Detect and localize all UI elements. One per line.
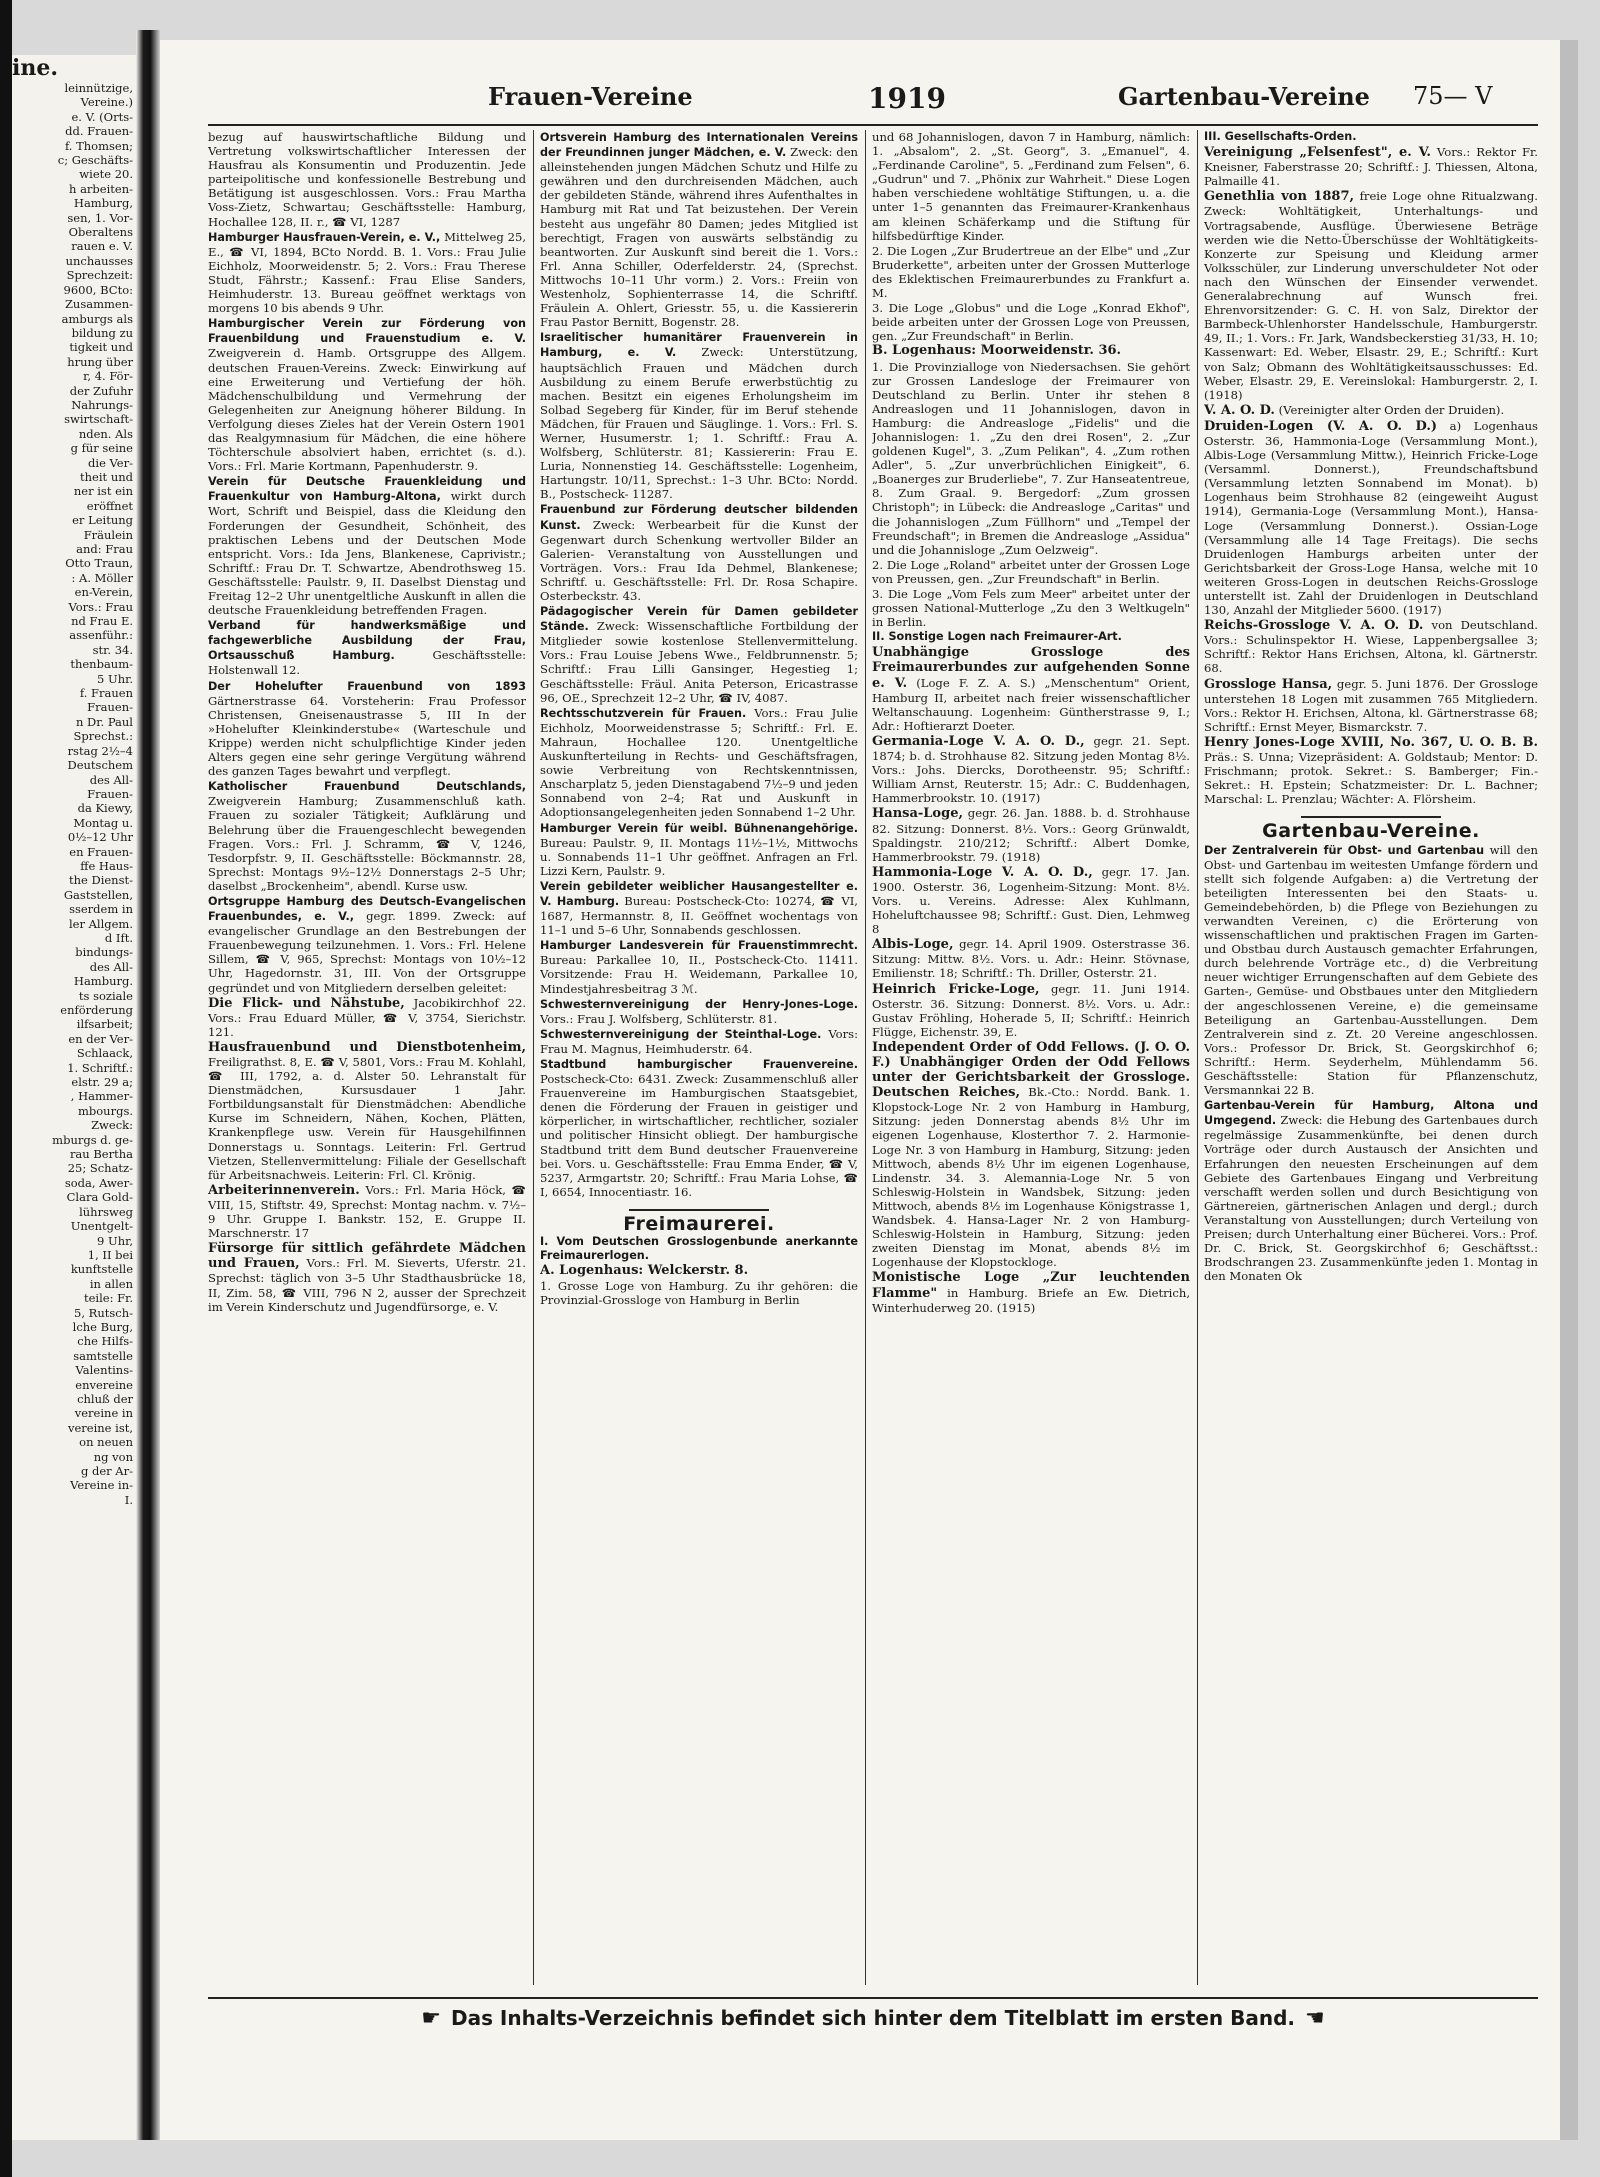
left-fragment-line: ilfsarbeit; [76, 1017, 133, 1032]
left-fragment-line: g der Ar- [80, 1464, 133, 1478]
entry-body: Mittelweg 25, E., ☎ VI, 1894, BCto Nordd. B. 1. Vors.: Frau Julie Eichholz, Moorweidenstr. 5; 2. Vors.: Frau Therese Studt, Fährstr.; Kassenf.: Frau Elise Sanders, Heimhuderstr. 13. Bureau geöffnet werktags von morgens 10 bis abends 9 Uhr. [208, 229, 526, 316]
left-fragment-line: Montag u. [73, 815, 133, 830]
entry-title: Grossloge Hansa, [1204, 676, 1333, 692]
section-heading-freimaurerei: Freimaurerei. [623, 1212, 775, 1235]
entry-body: will den Obst- und Gartenbau im weitesten Umfange fördern und stellt sich folgende Aufgaben: a) die Vertretung der beteiligten Interessenten bei den Staats- u. Gemeindebehörden, b) die Pflege von Beziehungen zu verwandten Vereinen, c) die Erörterung von wissenschaftlichen und praktischen Fragen im Garten- und Obstbau durch Austausch gemachter Erfahrungen, durch belehrende Vorträge etc., d) die Verbreitung neuer wichtiger Errungenschaften auf dem Gebiete des Garten-, Gemüse- und Obstbaues unter den Mitgliedern der angeschlossenen Vereine, e) die gemeinsame Beteiligung an Gartenbau-Ausstellungen. Dem Zentralverein sind z. Zt. 20 Vereine angeschlossen. Vors.: Professor Dr. Brick, St. Georgskirchhof 6; Schriftf.: Herm. Seyderhelm, Mühlendamm 56. Geschäftsstelle: Station für Pflanzenschutz, Versmannkai 22 B. [1204, 842, 1538, 1098]
left-fragment-line: nden. Als [78, 426, 133, 441]
entry-body: gegr. 21. Sept. 1874; b. d. Strohhause 82. Sitzung jeden Montag 8½. Vors.: Johs. Diercks, Dorotheenstr. 95; Schriftf.: William Arnst, Reuterstr. 15; Adr.: C. Buddenhagen, Hammerbrookstr. 10. (1917) [872, 733, 1190, 806]
col4-entry [1204, 843, 1538, 1098]
col3-entry [872, 865, 1190, 936]
col1-entry [208, 230, 526, 316]
left-fragment-line: Deutschem [67, 758, 133, 773]
col2-entry [540, 997, 858, 1026]
page-shadow [1560, 40, 1578, 2140]
left-fragment-line: theit und [80, 469, 133, 484]
left-fragment-line: des All- [89, 959, 133, 974]
left-fragment-line: ffe Haus- [80, 858, 133, 873]
left-fragment-line: g für seine [70, 441, 133, 456]
left-fragment-line: en der Ver- [68, 1031, 133, 1046]
left-fragment-line: vereine in [74, 1406, 133, 1421]
entry-body: gegr. 26. Jan. 1888. b. d. Strohhause 82. Sitzung: Donnerst. 8½. Vors.: Georg Grünwaldt, Spaldingstr. 210/212; Schriftf.: Albert Domke, Hammerbrookstr. 79. (1918) [872, 806, 1190, 864]
col4-entry [1204, 618, 1538, 675]
col4-entry [1204, 419, 1538, 617]
left-fragment-line: , Hammer- [70, 1089, 133, 1104]
left-fragment-line: 0½–12 Uhr [67, 830, 133, 845]
left-fragment-line: bindungs- [75, 945, 133, 960]
entry-body: Bk.-Cto.: Nordd. Bank. 1. Klopstock-Loge Nr. 2 von Hamburg in Hamburg, Sitzung: jeden Donnerstag abends 8½ Uhr im eigenen Logenhause, Klosterthor 7. 2. Harmonie-Loge Nr. 3 von Hamburg in Hamburg, Sitzung: jeden Mittwoch, abends 8½ Uhr im eigenen Logenhause, Lindenstr. 34. 3. Alemannia-Loge Nr. 5 von Schleswig-Holstein in Wandsbek, Sitzung: jeden Mittwoch, abends 8½ im Logenhause Königstrasse 1, Wandsbek. 4. Hansa-Lager Nr. 2 von Hamburg-Schleswig-Holstein in Hamburg, Sitzung: jeden zweiten Dienstag im Monat, abends 8½ im Logenhause der Klopstockloge. [872, 1085, 1190, 1270]
left-fragment-line: des All- [89, 772, 133, 787]
col2-entry [540, 130, 858, 329]
left-fragment-line: envereine [75, 1377, 133, 1392]
left-fragment-line: Sprechzeit: [66, 268, 133, 283]
column-3 [872, 130, 1190, 2000]
entry-body: Zweck: den alleinstehenden jungen Mädchen Schutz und Hilfe zu gewähren und den durchreisenden Mädchen, auch der gebildeten Stände, während ihres Aufenthaltes in Hamburg mit Rat und Tat beizustehen. Der Verein besteht aus ungefähr 80 Damen; jedes Mitglied ist berechtigt, Fragen von auswärts selbständig zu beantworten. Zur Auskunft sind bereit die 1. Vors.: Frl. Anna Schiller, Oderfelderstr. 24, (Sprechst. Mittwochs 10–11 Uhr vorm.) 2. Vors.: Freiin von Westenholz, Sophienterrasse 14, die Schriftf. Fräulein A. Ohlert, Griesstr. 55, u. die Kassiererin Frau Pastor Bernitt, Bogenstr. 28. [540, 145, 858, 330]
left-fragment-line: Vereine.) [80, 95, 133, 110]
col2-entry [540, 879, 858, 937]
entry-title: Monistische Loge „Zur leuchtenden Flamme" [872, 1270, 1190, 1301]
col3-paragraph: 1. Die Provinzialloge von Niedersachsen. Sie gehört zur Grossen Landesloge der Freimaurer von Deutschland zu Berlin. Unter ihr stehen 8 Andreaslogen und 11 Johannislogen, davon in Hamburg: die Andreasloge „Fidelis" und die Johannislogen: 1. „Zu den drei Rosen", 2. „Zur goldenen Kugel", 3. „Zum Pelikan", 4. „Zum rothen Adler", 5. „Zur unverbrüchlichen Einigkeit", 6. „Boanerges zur Bruderliebe", 7. Zur Hanseatentreue, 8. Zum Graal. 9. Bergedorf: „Zum grossen Christoph"; in Lübeck: die Andreasloge „Caritas" und die Johannislogen „Zum Füllhorn" und „Tempel der Freundschaft"; in Bremen die Andreasloge „Assidua" und die Johannisloge „Zum Oelzweig". [872, 359, 1190, 557]
col4-entry [1204, 677, 1538, 734]
section-rule [1301, 816, 1441, 818]
left-fragment-line: the Dienst- [68, 873, 133, 888]
left-fragment-line: rau Bertha [69, 1147, 133, 1162]
left-fragment-line: samtstelle [73, 1348, 133, 1363]
entry-title: Vereinigung „Felsenfest", e. V. [1204, 145, 1431, 161]
left-fragment-line: n Dr. Paul [76, 714, 133, 729]
col2-entry [540, 1057, 858, 1199]
entry-body: Bureau: Paulstr. 9, II. Montags 11½–1½, Mittwochs u. Sonnabends 11–1 Uhr geöffnet. Anfragen an Frl. Lizzi Kern, Paulstr. 9. [540, 835, 858, 878]
subsection-heading: A. Logenhaus: Welckerstr. 8. [540, 1263, 749, 1279]
entry-title: Heinrich Fricke-Loge, [872, 981, 1040, 997]
left-fragment-line: r, 4. För- [83, 369, 133, 384]
subsection-heading: I. Vom Deutschen Grosslogenbunde anerkannte Freimaurerlogen. [540, 1235, 858, 1263]
entry-body: wirkt durch Wort, Schrift und Beispiel, dass die Kleidung den Forderungen der Gesundheit, Schönheit, des praktischen Lebens und der Deutschen Mode entspricht. Vors.: Ida Jens, Blankenese, Caprivistr.; Schriftf.: Frau Dr. T. Schwartze, Abendrothsweg 15. Geschäftsstelle: Paulstr. 9, II. Daselbst Dienstag und Freitag 12–2 Uhr unentgeltliche Auskunft in allen die deutsche Frauenkleidung betreffenden Fragen. [208, 489, 526, 618]
entry-body: Freiligrathst. 8, E. ☎ V, 5801, Vors.: Frau M. Kohlahl, ☎ III, 1792, a. d. Alster 50. Lehranstalt für Dienstmädchen, Kursusdauer 1 Jahr. Fortbildungsanstalt für Dienstmädchen: Abendliche Kurse im Schneidern, Nähen, Kochen, Plätten, Krankenpflege usw. Verein für Hausgehilfinnen Donnerstags u. Sonntags. Leiterin: Frl. Gertrud Vietzen, Stellenvermittelung: Filiale der Gesellschaft für Arbeitsnachweis. Leiterin: Frl. Cl. Krönig. [208, 1055, 526, 1182]
entry-body: Zweck: Unterstützung, hauptsächlich Frauen und Mädchen durch Ausbildung zu einem Berufe erwerbstüchtig zu machen. Besitzt ein eigenes Erholungsheim im Solbad Segeberg für Kinder, für im Beruf stehende Mädchen, für Frauen und Säuglinge. 1. Vors.: Frl. S. Werner, Husumerstr. 1; 1. Schriftf.: Frau A. Wolfsberg, Schlüterstr. 81; Kassiererin: Frau E. Luria, Nonnenstieg 14. Geschäftsstelle: Logenheim, Hartungstr. 10/11, Sprechst.: 1–3 Uhr. BCto: Nordd. B., Postscheck- 11287. [540, 345, 858, 502]
col3-entry [872, 1040, 1190, 1270]
entry-body: Zweck: die Hebung des Gartenbaues durch regelmässige Zusammenkünfte, bei denen durch Vorträge oder durch Austausch der Ansichten und Erfahrungen den neuesten Erscheinungen auf dem Gebiete des Gartenbaues Eingang und Verbreitung verschafft werden sollen und durch Besichtigung von Gärtnereien, gärtnerischen Anlagen und dergl.; durch Veranstaltung von Ausstellungen; durch Verteilung von Preisen; durch Unterhaltung einer Bücherei. Vors.: Prof. Dr. C. Brick, St. Georgskirchhof 6; Geschäftsst.: Brodschrangen 23. Zusammenkünfte jeden 1. Montag in den Monaten Ok [1204, 1113, 1538, 1284]
left-fragment-line: che Hilfs- [77, 1334, 133, 1349]
left-fragment-text [12, 55, 136, 1507]
left-fragment-line: Hamburg. [73, 974, 133, 989]
col1-entry [208, 618, 526, 677]
col4-entry [1204, 403, 1538, 418]
left-fragment-line: f. Frauen [79, 686, 133, 701]
entry-body: freie Loge ohne Ritualzwang. Zweck: Wohltätigkeit, Unterhaltungs- und Vortragsabende, Ausflüge. Überwiesene Beträge werden wie die Netto-Überschüsse der Wohltätigkeits-Konzerte zur Speisung und Kleidung armer Volksschüler, zur Linderung unverschuldeter Not oder nach den Wünschen der Einsender verwendet. Generalabrechnung auf Wunsch frei. Ehrenvorsitzender: G. C. H. von Salz, Direktor der Barmbeck-Uhlenhorster Handelsschule, Hamburgerstr. 49, II.; 1. Vors.: Fr. Jark, Wandsbeckerstieg 31/33, H. 10; Kassenwart: Ed. Weber, Elsastr. 29, E.; Schriftf.: Kurt von Salz; Obmann des Wohltätigkeitsausschusses: Ed. Weber, Elsastr. 29, E. Vereinslokal: Hamburgerstr. 2, I. (1918) [1204, 189, 1538, 402]
left-fragment-line: rstag 2½–4 [67, 743, 133, 758]
left-fragment-line: c; Geschäfts- [57, 153, 133, 168]
left-fragment-line: ler Allgem. [68, 916, 133, 931]
left-fragment-line: d Ift. [104, 930, 133, 945]
entry-title: Genethlia von 1887, [1204, 189, 1355, 205]
left-fragment-line: Zusammen- [64, 297, 133, 312]
pointing-hand-icon: ☛ [421, 2006, 441, 2031]
entry-title: Hamburger Hausfrauen-Verein, e. V., [208, 230, 441, 244]
left-fragment-line: 9 Uhr, [97, 1233, 133, 1248]
entry-body: Postscheck-Cto: 6431. Zweck: Zusammenschluß aller Frauenvereine im Hamburgischen Staatsgebiet, denen die Förderung der Frauen in geistiger und körperlicher, in wirtschaftlicher, rechtlicher, sozialer und politischer Hinsicht obliegt. Der hamburgische Stadtbund tritt dem Bund deutscher Frauenvereine bei. Vors. u. Geschäftsstelle: Frau Emma Ender, ☎ V, 5237, Armgartstr. 20; Schriftf.: Frau Maria Lohse, ☎ I, 6654, Innocentiastr. 16. [540, 1072, 858, 1199]
left-page-fragment [12, 55, 136, 2140]
left-fragment-line: : A. Möller [71, 570, 133, 585]
left-fragment-line: Schlaack, [76, 1046, 133, 1061]
entry-title: Frauenbund zur Förderung deutscher bildenden Kunst. [540, 503, 858, 532]
entry-title: Israelitischer humanitärer Frauenverein in Hamburg, e. V. [540, 331, 858, 360]
left-fragment-line: vereine ist, [67, 1420, 133, 1435]
entry-title: Verein für Deutsche Frauenkleidung und Frauenkultur von Hamburg-Altona, [208, 475, 526, 504]
col2-entry [540, 502, 858, 603]
entry-title: Katholischer Frauenbund Deutschlands, [208, 780, 526, 794]
left-fragment-line: dd. Frauen- [65, 124, 133, 139]
column-rule [1197, 130, 1198, 1985]
entry-body: Vors.: Frau Julie Eichholz, Moorweidenstrasse 5; Schriftf.: Frl. E. Mahraun, Hochallee 120. Unentgeltliche Auskunfterteilung in Rechts- und Geschäftsfragen, sowie Verbreitung von Rechtskenntnissen, Anscharplatz 5, jeden Dienstagabend 7½–9 und jeden Sonnabend von 2–4; Rat und Auskunft in Adoptionsangelegenheiten jeden Sonnabend 1–2 Uhr. [540, 705, 858, 820]
left-fragment-line: 5 Uhr. [97, 671, 133, 686]
column-4 [1204, 130, 1538, 2000]
section-heading-gartenbau: Gartenbau-Vereine. [1262, 820, 1480, 843]
left-fragment-line: der Zufuhr [69, 383, 133, 398]
left-fragment-line: Zweck: [91, 1118, 133, 1133]
left-fragment-line: en Frauen- [69, 844, 133, 859]
left-fragment-line: sserdem in [69, 902, 133, 917]
left-fragment-line: ine. [12, 55, 59, 81]
entry-title: V. A. O. D. [1204, 402, 1275, 418]
entry-body: Bureau: Parkallee 10, II., Postscheck-Cto. 11411. Vorsitzende: Frau H. Weidemann, Parkallee 10, Mindestjahresbeitrag 3 ℳ. [540, 953, 858, 996]
entry-title: Germania-Loge V. A. O. D., [872, 733, 1085, 749]
pointing-hand-icon: ☚ [1305, 2006, 1325, 2031]
left-fragment-line: Frauen- [87, 700, 133, 715]
left-fragment-line: elstr. 29 a; [71, 1075, 133, 1090]
column-rule [533, 130, 534, 1985]
col2-entry [540, 1027, 858, 1056]
left-fragment-line: 5, Rutsch- [74, 1305, 133, 1320]
entry-body: Vors: Frau M. Magnus, Heimhuderstr. 64. [540, 1026, 858, 1056]
footer-text: Das Inhalts-Verzeichnis befindet sich hinter dem Titelblatt im ersten Band. [450, 2006, 1296, 2030]
left-fragment-line: Vors.: Frau [68, 599, 133, 614]
entry-body: a) Logenhaus Osterstr. 36, Hammonia-Loge (Versammlung Mont.), Albis-Loge (Versammlung Mittw.), Heinrich Fricke-Loge (Versamml. Donnerst.), Freundschaftsbund (Versammlung letzten Sonnabend im Monat). b) Logenhaus beim Strohhause 82 (eingeweiht August 1914), Germania-Loge (Versammlung Mont.), Hansa-Loge (Versammlung Donnerst.). Ossian-Loge (Versammlung alle 14 Tage Freitags). Die sechs Druidenlogen Hamburgs arbeiten unter der Gerichtsbarkeit der Gross-Loge Hansa, welche mit 10 weiteren Gross-Logen in deutschen Reichs-Grossloge unterstellt ist. Zahl der Druidenlogen in Deutschland 130, Anzahl der Mitglieder 5600. (1917) [1204, 418, 1538, 618]
left-fragment-line: da Kiewy, [77, 801, 133, 816]
col3-entry [872, 734, 1190, 805]
left-fragment-line: in allen [89, 1276, 133, 1291]
col1-entry [208, 996, 526, 1039]
entry-title: Gartenbau-Verein für Hamburg, Altona und Umgegend. [1204, 1099, 1538, 1128]
entry-body: Vors.: Frau J. Wolfsberg, Schlüterstr. 81. [540, 1011, 778, 1026]
left-fragment-line: bildung zu [71, 325, 133, 340]
col1-entry [208, 894, 526, 995]
col3-paragraph: 2. Die Loge „Roland" arbeitet unter der Grossen Loge von Preussen, gen. „Zur Freundschaft" in Berlin. [872, 557, 1190, 586]
col1-entry [208, 1040, 526, 1182]
col4-entry [1204, 735, 1538, 806]
left-fragment-line: str. 34. [92, 642, 133, 657]
col2-entry [540, 604, 858, 705]
left-fragment-line: Nahrungs- [71, 397, 133, 412]
entry-body: Geschäftsstelle: Holstenwall 12. [208, 648, 526, 678]
entry-body: gegr. 5. Juni 1876. Der Grossloge unterstehen 18 Logen mit zusammen 765 Mitgliedern. Vors.: Rektor H. Erichsen, Altona, kl. Gärtnerstrasse 68; Schriftf.: Ernst Meyer, Bismarckstr. 7. [1204, 676, 1538, 734]
left-fragment-line: Frauen- [87, 786, 133, 801]
entry-title: Der Zentralverein für Obst- und Gartenbau [1204, 843, 1485, 857]
left-fragment-line: wiete 20. [79, 167, 133, 182]
col2-entry: 1. Grosse Loge von Hamburg. Zu ihr gehören: die Provinzial-Grossloge von Hamburg in Berlin [540, 1279, 858, 1308]
left-fragment-line: Vereine in- [70, 1478, 133, 1493]
entry-title: Die Flick- und Nähstube, [208, 995, 405, 1011]
col3-entry [872, 937, 1190, 980]
left-fragment-line: ner ist ein [73, 484, 133, 499]
left-fragment-line: Hamburg, [73, 196, 133, 211]
left-fragment-line: leinnützige, [64, 81, 133, 95]
left-fragment-line: 25; Schatz- [67, 1161, 133, 1176]
entry-title: Independent Order of Odd Fellows. (J. O. O. F.) Unabhängiger Orden der Odd Fellows unter der Gerichtsbarkeit der Grossloge. Deutschen Reiches, [872, 1039, 1190, 1101]
left-fragment-line: nd Frau E. [71, 614, 133, 629]
col3-paragraph: 2. Die Logen „Zur Brudertreue an der Elbe" und „Zur Bruderkette", arbeiten unter der Grossen Mutterloge des Eklektischen Freimaurerbundes zu Frankfurt a. M. [872, 243, 1190, 301]
left-fragment-line: Oberaltens [68, 225, 133, 240]
left-fragment-line: sen, 1. Vor- [67, 210, 133, 225]
subsection-heading: II. Sonstige Logen nach Freimaurer-Art. [872, 630, 1122, 644]
entry-title: Reichs-Grossloge V. A. O. D. [1204, 618, 1424, 634]
book-gutter [136, 30, 160, 2140]
col3-entry [872, 982, 1190, 1039]
col1-intro: bezug auf hauswirtschaftliche Bildung und Vertretung volkswirtschaftlicher Interessen der Hausfrau als Konsumentin und Produzentin. Jede parteipolitische und konfessionelle Bestrebung und Betätigung ist ausgeschlossen. Vors.: Frau Martha Voss-Zietz, Schwartau; Geschäftsstelle: Hamburg, Hochallee 128, II. r., ☎ VI, 1287 [208, 130, 526, 229]
col3-paragraph: und 68 Johannislogen, davon 7 in Hamburg, nämlich: 1. „Absalom", 2. „St. Georg", 3. „Emanuel", 4. „Ferdinande Caroline", 5. „Ferdinand zum Felsen", 6. „Gudrun" und 7. „Phönix zur Wahrheit." Diese Logen haben verschiedene wohltätige Stiftungen, u. a. die unter 1–5 genannten das Freimaurer-Krankenhaus am kleinen Schäferkamp und die Stiftung für hilfsbedürftige Kinder. [872, 130, 1190, 243]
left-fragment-line: rauen e. V. [71, 239, 133, 254]
entry-title: Schwesternvereinigung der Henry-Jones-Loge. [540, 997, 858, 1011]
entry-body: gegr. 11. Juni 1914. Osterstr. 36. Sitzung: Donnerst. 8½. Vors. u. Adr.: Gustav Fröhling, Hoherade 5, II; Schriftf.: Heinrich Flügge, Eichenstr. 39, E. [872, 981, 1190, 1039]
col1-entry [208, 1183, 526, 1240]
left-fragment-line: Sprechst.: [73, 729, 133, 744]
col3-entry [872, 645, 1190, 733]
entry-title: Verein gebildeter weiblicher Hausangestellter e. V. Hamburg. [540, 879, 858, 908]
entry-body: Vors.: Rektor Fr. Kneisner, Faberstrasse 20; Schriftf.: J. Thiessen, Altona, Palmaille 41. [1204, 145, 1538, 189]
left-fragment-line: on neuen [79, 1435, 133, 1450]
left-fragment-line: enförderung [60, 1003, 133, 1017]
left-fragment-line: chluß der [77, 1391, 133, 1406]
entry-body: gegr. 17. Jan. 1900. Osterstr. 36, Logenheim-Sitzung: Mont. 8½. Vors. u. Vereins. Adresse: Alex Kuhlmann, Hoheluftchaussee 98; Schriftf.: Gust. Dien, Lehmweg 8 [872, 864, 1190, 937]
left-fragment-line: assenführ.: [69, 628, 133, 643]
entry-title: Hamburgischer Verein zur Förderung von Frauenbildung und Frauenstudium e. V. [208, 317, 526, 346]
subsection-heading: III. Gesellschafts-Orden. [1204, 130, 1357, 143]
entry-body: Zweigverein Hamburg; Zusammenschluß kath. Frauen zu sozialer Tätigkeit; Aufklärung und Belehrung über die Frauengeschlecht bewegenden Fragen. Vors.: Frl. J. Schramm, ☎ V, 1246, Tesdorpfstr. 9, II. Geschäftsstelle: Böckmannstr. 28, Sprechst: Montags 9½–12½ Donnerstags 2–5 Uhr; daselbst „Brockenheim", abendl. Kurse usw. [208, 794, 526, 893]
entry-body: Bureau: Postscheck-Cto: 10274, ☎ VI, 1687, Hermannstr. 8, II. Geöffnet wochentags von 11–1 und 5–6 Uhr, Sonnabends geschlossen. [540, 893, 858, 938]
left-fragment-line: tigkeit und [69, 340, 133, 355]
col1-entry [208, 316, 526, 473]
left-fragment-line: 9600, BCto: [63, 282, 133, 297]
col4-entry [1204, 189, 1538, 401]
left-fragment-line: Otto Traun, [65, 556, 133, 571]
entry-body: Zweck: Wissenschaftliche Fortbildung der Mitglieder sowie kostenlose Stellenvermittelung. Vors.: Frau Louise Jebens Wwe., Feldbrunnenstr. 5; Schriftf.: Frau Lilli Gansinger, Hegestieg 1; Geschäftsstelle: Fräul. Anita Peterson, Ericastrasse 96, OE., Sprechzeit 12–2 Uhr, ☎ IV, 4087. [540, 619, 858, 705]
section-rule [629, 1209, 769, 1211]
left-fragment-line: I. [124, 1492, 133, 1507]
entry-title: Henry Jones-Loge XVIII, No. 367, U. O. B. B. [1204, 734, 1538, 750]
col2-entry [540, 330, 858, 501]
entry-body: (Vereinigter alter Orden der Druiden). [1278, 402, 1505, 417]
column-rule [865, 130, 866, 1985]
col1-entry [208, 779, 526, 893]
footer-rule [208, 1997, 1538, 1999]
scan-edge [0, 0, 12, 2177]
footer-note [208, 2006, 1538, 2036]
left-fragment-line: Gaststellen, [63, 887, 133, 902]
col1-entry [208, 474, 526, 617]
left-fragment-line: swirtschaft- [64, 412, 133, 427]
left-fragment-line: lche Burg, [72, 1319, 133, 1334]
entry-body: von Deutschland. Vors.: Schulinspektor H. Wiese, Lappenbergsallee 3; Schriftf.: Rektor Hans Erichsen, Altona, kl. Gärtnerstr. 68. [1204, 618, 1538, 676]
col4-entry [1204, 145, 1538, 188]
entry-title: Verband für handwerksmäßige und fachgewerbliche Ausbildung der Frau, Ortsausschuß Hamburg. [208, 619, 526, 663]
entry-body: Präs.: S. Unna; Vizepräsident: A. Goldstaub; Mentor: D. Frischmann; protok. Sekret.: S. Bamberger; Fin.-Sekret.: H. Epstein; Schatzmeister: Dr. L. Bachner; Marschal: L. Prenzlau; Wächter: A. Flörsheim. [1204, 750, 1538, 807]
left-fragment-line: ng von [93, 1449, 133, 1464]
col2-entry [540, 821, 858, 878]
column-1 [208, 130, 526, 2000]
entry-body: Zweck: Werbearbeit für die Kunst der Gegenwart durch Schenkung wertvoller Bilder an Galerien- Veranstaltung von Ausstellungen und Vorträgen. Vors.: Frau Ida Dehmel, Blankenese; Schriftf. u. Geschäftsstelle: Frl. Dr. Rosa Schapire. Osterbeckstr. 43. [540, 517, 858, 603]
left-fragment-line: unchausses [65, 253, 133, 268]
subsection-heading: B. Logenhaus: Moorweidenstr. 36. [872, 343, 1122, 359]
header-left: Frauen-Vereine [488, 82, 693, 111]
entry-body: Jacobikirchhof 22. Vors.: Frau Eduard Müller, ☎ V, 3754, Sierichstr. 121. [208, 995, 526, 1039]
left-fragment-line: e. V. (Orts- [71, 109, 133, 124]
col1-entry [208, 679, 526, 779]
entry-title: Rechtsschutzverein für Frauen. [540, 706, 747, 720]
page-number: 75— V [1413, 82, 1493, 110]
entry-body: gegr. 14. April 1909. Osterstrasse 36. Sitzung: Mittw. 8½. Vors. u. Adr.: Heinr. Stövnase, Emilienstr. 18; Schriftf.: Th. Driller, Osterstr. 21. [872, 937, 1190, 981]
entry-title: Hammonia-Loge V. A. O. D., [872, 864, 1093, 880]
left-fragment-line: mbourgs. [77, 1103, 133, 1118]
col3-entry [872, 806, 1190, 863]
entry-title: Unabhängige Grossloge des Freimaurerbundes zur aufgehenden Sonne e. V. [872, 645, 1190, 691]
entry-title: Fürsorge für sittlich gefährdete Mädchen und Frauen, [208, 1241, 526, 1272]
left-fragment-line: Fräulein [83, 527, 133, 542]
left-fragment-line: lührsweg [79, 1204, 133, 1219]
entry-title: Druiden-Logen (V. A. O. D.) [1204, 418, 1438, 434]
col4-entry [1204, 1098, 1538, 1283]
entry-title: Ortsgruppe Hamburg des Deutsch-Evangelischen Frauenbundes, e. V., [208, 894, 526, 924]
left-fragment-line: Clara Gold- [66, 1190, 133, 1205]
entry-body: Gärtnerstrasse 64. Vorsteherin: Frau Professor Christensen, Gneisenaustrasse 5, III In der »Hohelufter Kleinkinderstube« (Warteschule und Krippe) werden nicht schulpflichtige Kinder jeden Alters gegen eine sehr geringe Vergütung während des ganzen Tages bewahrt und verpflegt. [208, 693, 526, 779]
left-fragment-line: 1, II bei [87, 1247, 133, 1262]
header-right: Gartenbau-Vereine [1118, 82, 1370, 111]
left-fragment-line: mburgs d. ge- [52, 1132, 133, 1147]
col2-entry [540, 938, 858, 995]
entry-title: Stadtbund hamburgischer Frauenvereine. [540, 1058, 858, 1071]
entry-body: Vors.: Frl. M. Sieverts, Uferstr. 21. Sprechst: täglich von 3–5 Uhr Stadthausbrücke 18, II, Zim. 58, ☎ VIII, 796 N 2, ausser der Sprechzeit im Verein Kinderschutz und Jugendfürsorge, e. V. [208, 1256, 526, 1314]
left-fragment-line: hrung über [67, 354, 133, 369]
entry-title: Arbeiterinnenverein. [208, 1182, 360, 1198]
header-year: 1919 [868, 82, 946, 115]
left-fragment-line: er Leitung [72, 513, 133, 528]
left-fragment-line: thenbaum- [70, 657, 133, 672]
entry-body: Zweigverein d. Hamb. Ortsgruppe des Allgem. deutschen Frauen-Vereins. Zweck: Einwirkung auf eine Erweiterung und Vertiefung der höh. Mädchenschulbildung und Vermehrung der Gelegenheiten zur Aneignung höherer Bildung. In Verfolgung dieses Zieles hat der Verein Ostern 1901 das Realgymnasium für Mädchen, die eine höhere Töchterschule absolviert haben, errichtet (s. d.). Vors.: Frl. Marie Kortmann, Papenhuderstr. 9. [208, 346, 526, 474]
entry-title: Hamburger Landesverein für Frauenstimmrecht. [540, 939, 858, 953]
entry-title: Hausfrauenbund und Dienstbotenheim, [208, 1039, 526, 1055]
entry-title: Albis-Loge, [872, 937, 954, 953]
col3-paragraph: 3. Die Loge „Vom Fels zum Meer" arbeitet unter der grossen National-Mutterloge „Zu den 3 Weltkugeln" in Berlin. [872, 587, 1190, 630]
left-fragment-line: die Ver- [88, 455, 133, 470]
running-header [208, 82, 1538, 122]
entry-title: Pädagogischer Verein für Damen gebildeter Stände. [540, 605, 858, 634]
col3-entry [872, 1270, 1190, 1314]
col1-entry [208, 1241, 526, 1313]
left-fragment-line: eröffnet [86, 498, 133, 513]
left-fragment-line: amburgs als [61, 311, 133, 326]
left-fragment-line: kunftstelle [70, 1262, 133, 1277]
left-fragment-line: en-Verein, [74, 585, 133, 600]
header-rule [208, 124, 1538, 126]
entry-title: Hansa-Loge, [872, 806, 963, 822]
left-fragment-line: 1. Schriftf.: [67, 1060, 133, 1075]
entry-title: Ortsverein Hamburg des Internationalen Vereins der Freundinnen junger Mädchen, e. V. [540, 131, 858, 160]
left-fragment-line: and: Frau [76, 542, 133, 556]
entry-body: Vors.: Frl. Maria Höck, ☎ VIII, 15, Stiftstr. 49, Sprechst: Montag nachm. v. 7½–9 Uhr. Gruppe I. Bankstr. 152, E. Gruppe II. Marschnerstr. 17 [208, 1182, 526, 1241]
entry-title: Schwesternvereinigung der Steinthal-Loge. [540, 1027, 822, 1041]
entry-title: Hamburger Verein für weibl. Bühnenangehörige. [540, 821, 858, 835]
left-fragment-line: soda, Awer- [64, 1175, 133, 1190]
left-fragment-line: teile: Fr. [84, 1291, 133, 1306]
col3-paragraph: 3. Die Loge „Globus" und die Loge „Konrad Ekhof", beide arbeiten unter der Grossen Loge von Preussen, gen. „Zur Freundschaft" in Berlin. [872, 301, 1190, 344]
left-fragment-line: h arbeiten- [69, 181, 133, 196]
left-fragment-line: f. Thomsen; [64, 138, 133, 153]
entry-body: gegr. 1899. Zweck: auf evangelischer Grundlage an den Bestrebungen der Frauenbewegung teilzunehmen. 1. Vors.: Frl. Helene Sillem, ☎ V, 965, Sprechst: Montags von 10½–12 Uhr, Hagedornstr. 31, III. Von der Ortsgruppe gegründet und von Mitgliedern derselben geleitet: [208, 909, 526, 995]
entry-title: Der Hohelufter Frauenbund von 1893 [208, 679, 526, 693]
entry-body: (Loge F. Z. A. S.) „Menschentum" Orient, Hamburg II, arbeitet nach freier wissenschaftlicher Weltanschauung. Logenheim: Güntherstrasse 9, I.; Adr.: Hoftierarzt Doeter. [872, 675, 1190, 733]
left-fragment-line: Unentgelt- [70, 1219, 133, 1234]
col2-entry [540, 706, 858, 820]
entry-body: in Hamburg. Briefe an Ew. Dietrich, Winterhuderweg 20. (1915) [872, 1285, 1190, 1315]
column-2 [540, 130, 858, 2000]
left-fragment-line: ts soziale [78, 988, 133, 1003]
left-fragment-line: Valentins- [75, 1363, 133, 1378]
